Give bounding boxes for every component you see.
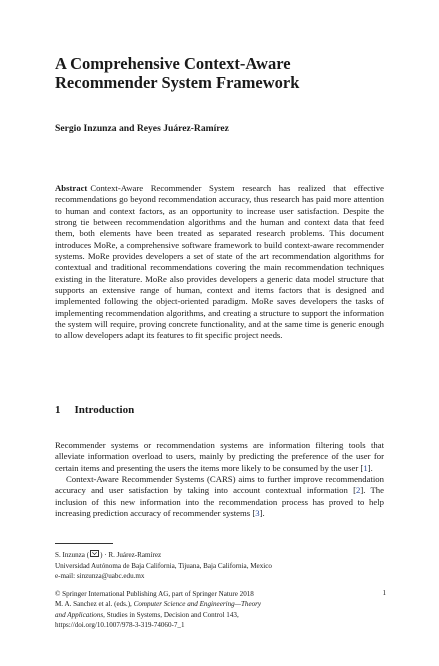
doi-link[interactable]: https://doi.org/10.1007/978-3-319-74060-7_1 (55, 621, 185, 630)
copyright-block (55, 589, 384, 631)
author-list: Sergio Inzunza and Reyes Juárez-Ramírez (55, 123, 229, 134)
copyright-line-2: M. A. Sanchez et al. (eds.), Computer Science and Engineering—Theory (55, 600, 262, 609)
paragraph-2: Context-Aware Recommender Systems (CARS) aims to further improve recommendation accuracy and user satisfaction by taking into account contextual information [2]. The inclusion of this new information into the recommendation process has proved to help increasing prediction accuracy of recommender systems [3]. (55, 474, 384, 519)
abstract-text: Context-Aware Recommender System research has realized that effective recommendations go beyond recommendation accuracy, thus research has paid more attention to human and context factors, as an opportunity to increase user satisfaction. Despite the strong tie between recommendation algorithms and the human and context data that feed them, both elements have been treated as separated research problems. This document introduces MoRe, a comprehensive software framework to build context-aware recommender systems. MoRe provides developers a set of state of the art recommendation algorithms for contextual and traditional recommendations covering the main recommendation techniques existing in the literature. MoRe also provides developers a generic data model structure that supports an extensive range of human, context and items factors that is designed and implemented following the object-oriented paradigm. MoRe saves developers the tasks of implementing recommendation algorithms, and creating a structure to support the information the system will require, proving concrete functionality, and at the same time is generic enough to allow developers adapt its features to fit specific project needs. (55, 183, 384, 341)
abstract (55, 183, 384, 342)
footnote-email[interactable]: e-mail: sinzunza@uabc.edu.mx (55, 572, 145, 581)
footnote-authors: S. Inzunza ( ) · R. Juárez-Ramírez (55, 551, 162, 559)
introduction-body (55, 440, 384, 519)
title-line-2: Recommender System Framework (55, 73, 300, 92)
section-heading (55, 404, 134, 416)
footnote-rule (55, 543, 113, 544)
section-title: Introduction (74, 404, 135, 416)
citation-link[interactable]: 2 (355, 485, 361, 496)
citation-link[interactable]: 1 (363, 462, 368, 473)
author-footnote (55, 550, 384, 582)
title-line-1: A Comprehensive Context-Aware (55, 54, 291, 73)
envelope-icon (90, 550, 99, 557)
citation-link[interactable]: 3 (255, 508, 260, 519)
copyright-line-1: © Springer International Publishing AG, part of Springer Nature 2018 (55, 590, 254, 598)
copyright-line-3: and Applications, Studies in Systems, Decision and Control 143, (55, 610, 239, 619)
section-number: 1 (55, 404, 61, 416)
footnote-affiliation: Universidad Autónoma de Baja California, Tijuana, Baja California, Mexico (55, 561, 272, 570)
paragraph-1: Recommender systems or recommendation systems are information filtering tools that alleviate information overload to users, mainly by predicting the preference of the user for certain items and presenting the users the items more likely to be consumed by the user [1]. (55, 440, 384, 473)
paper-title (55, 54, 395, 92)
page-number: 1 (382, 589, 386, 597)
abstract-label: Abstract (55, 183, 88, 193)
